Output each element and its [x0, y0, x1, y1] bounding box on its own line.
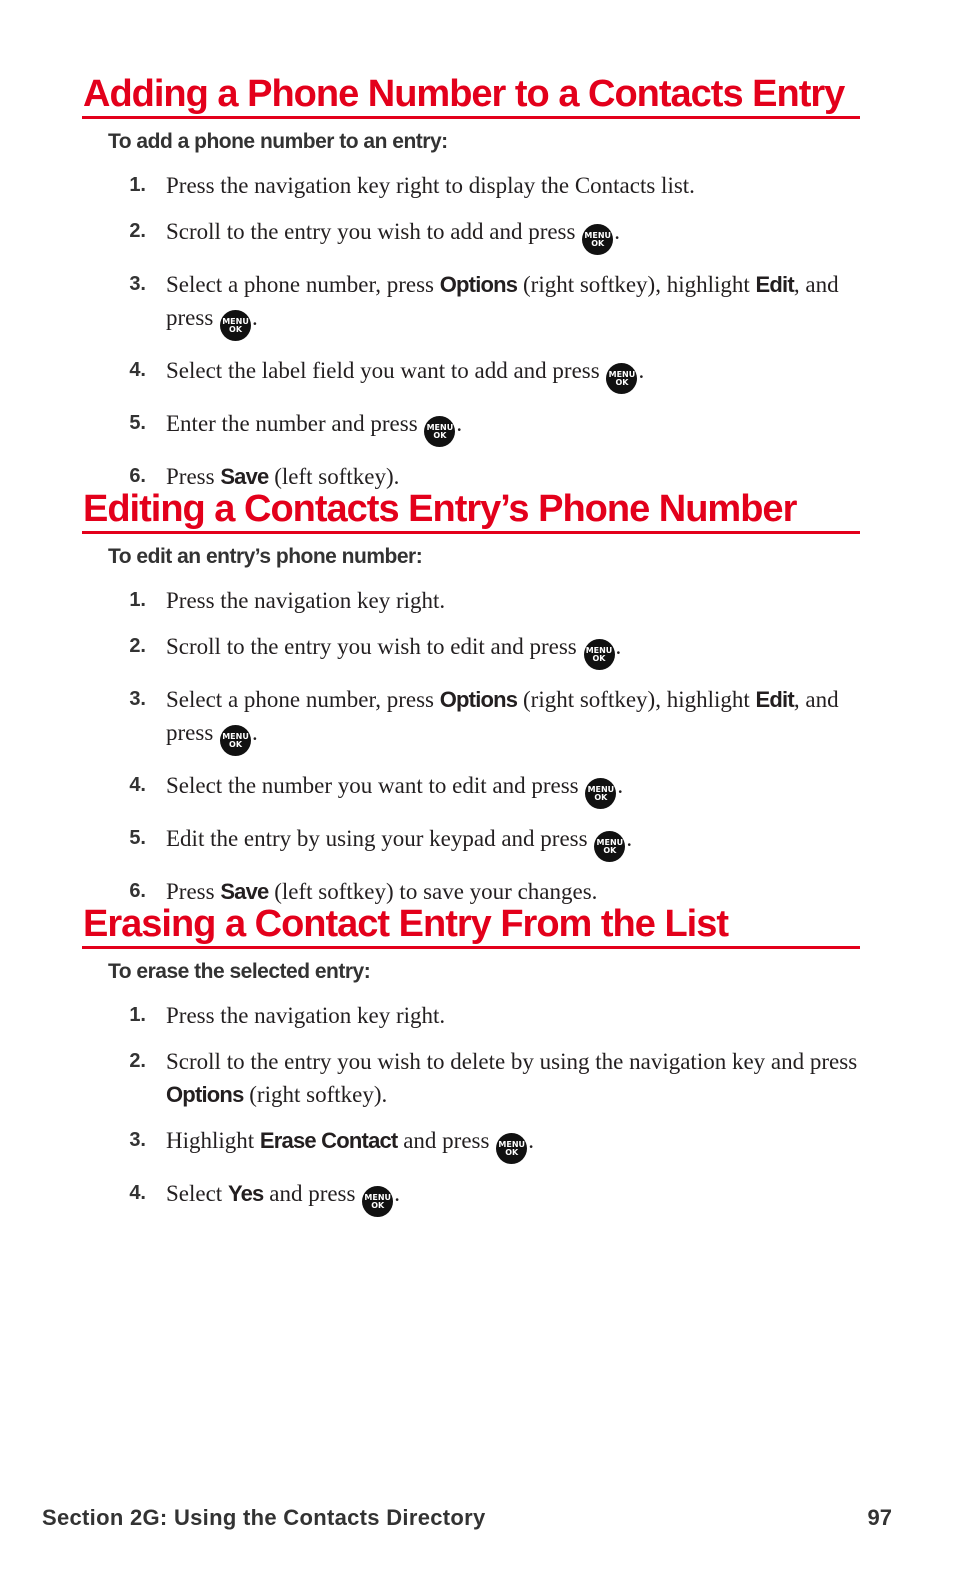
- step-text-run: Scroll to the entry you wish to add and press: [166, 219, 582, 244]
- step-text-run: Edit the entry by using your keypad and press: [166, 826, 594, 851]
- section-erasing-contact: [82, 902, 863, 1230]
- step-text: [166, 407, 860, 447]
- menu-ok-icon-line2: OK: [603, 846, 617, 855]
- menu-ok-icon-line2: OK: [505, 1148, 519, 1157]
- footer-section-label: Section 2G: Using the Contacts Directory: [42, 1505, 486, 1530]
- step-item: [82, 215, 860, 255]
- section-title: Adding a Phone Number to a Contacts Entry: [83, 73, 845, 115]
- softkey-label: Yes: [227, 1181, 264, 1206]
- step-text: [166, 584, 860, 617]
- menu-ok-icon: [424, 416, 455, 447]
- step-text: [166, 354, 860, 394]
- menu-ok-icon: [582, 224, 613, 255]
- step-text-run: Select: [166, 1181, 228, 1206]
- step-text-run: .: [528, 1128, 534, 1153]
- step-text: [166, 769, 860, 809]
- section-intro: To edit an entry’s phone number:: [108, 545, 423, 568]
- menu-ok-icon: [585, 778, 616, 809]
- softkey-label: Options: [439, 687, 518, 712]
- section-title: Erasing a Contact Entry From the List: [83, 903, 728, 945]
- step-number: 5.: [129, 412, 146, 434]
- softkey-label: Erase Contact: [259, 1128, 398, 1153]
- softkey-label: Edit: [755, 272, 794, 297]
- menu-ok-icon: [362, 1186, 393, 1217]
- step-list: [82, 169, 860, 493]
- step-text: [166, 683, 860, 756]
- step-text-run: Select the number you want to edit and press: [166, 773, 585, 798]
- softkey-label: Save: [220, 879, 269, 904]
- step-number: 6.: [129, 880, 146, 902]
- step-number: 2.: [129, 1050, 146, 1072]
- menu-ok-icon-line2: OK: [371, 1201, 385, 1210]
- menu-ok-icon: [220, 725, 251, 756]
- menu-ok-icon-line2: OK: [229, 325, 243, 334]
- step-list: [82, 999, 863, 1217]
- step-number: 6.: [129, 465, 146, 487]
- menu-ok-icon: [594, 831, 625, 862]
- step-item: [82, 1124, 860, 1164]
- step-item: [82, 268, 860, 341]
- step-item: [82, 683, 860, 756]
- step-number: 1.: [129, 1004, 146, 1026]
- step-text-run: Scroll to the entry you wish to edit and press: [166, 634, 583, 659]
- step-text: [166, 215, 860, 255]
- step-number: 2.: [129, 220, 146, 242]
- step-text-run: .: [617, 773, 624, 798]
- step-text-run: and press: [397, 1128, 496, 1153]
- menu-ok-icon-line1: MENU: [587, 785, 615, 794]
- menu-ok-icon-line1: MENU: [222, 732, 249, 741]
- step-item: [82, 169, 860, 202]
- step-item: [82, 407, 860, 447]
- step-text-run: .: [252, 720, 258, 745]
- section-rule: [82, 946, 860, 949]
- section-adding-phone-number: [82, 72, 860, 506]
- step-number: 1.: [129, 174, 146, 196]
- step-text-run: , and press: [166, 272, 845, 330]
- footer-page-number: 97: [867, 1505, 892, 1530]
- menu-ok-icon: [220, 310, 251, 341]
- menu-ok-icon-line2: OK: [433, 431, 447, 440]
- section-rule: [82, 116, 860, 119]
- menu-ok-icon-line1: MENU: [596, 838, 624, 847]
- softkey-label: Options: [166, 1082, 244, 1107]
- menu-ok-icon-line1: MENU: [498, 1140, 526, 1149]
- softkey-label: Edit: [755, 687, 794, 712]
- step-text-run: Press: [166, 464, 221, 489]
- menu-ok-icon-line2: OK: [591, 239, 605, 248]
- step-text-run: .: [614, 219, 620, 244]
- step-item: [82, 999, 860, 1032]
- step-text-run: (left softkey) to save your changes.: [268, 879, 598, 904]
- step-text: [166, 822, 860, 862]
- step-item: [82, 354, 860, 394]
- step-text-run: .: [394, 1181, 400, 1206]
- menu-ok-icon-line1: MENU: [222, 317, 249, 326]
- menu-ok-icon: [496, 1133, 527, 1164]
- step-number: 5.: [129, 827, 146, 849]
- menu-ok-icon-line2: OK: [229, 740, 243, 749]
- step-number: 3.: [129, 273, 146, 295]
- step-text-run: .: [638, 358, 645, 383]
- menu-ok-icon-line1: MENU: [584, 231, 612, 240]
- section-title: Editing a Contacts Entry’s Phone Number: [83, 488, 797, 530]
- step-text: [166, 1045, 863, 1111]
- step-text-run: Press the navigation key right.: [166, 1003, 446, 1028]
- menu-ok-icon: [606, 363, 637, 394]
- section-editing-phone-number: [82, 487, 860, 921]
- step-text-run: Select a phone number, press: [166, 687, 440, 712]
- step-list: [82, 584, 860, 908]
- step-item: [82, 769, 860, 809]
- step-text-run: Enter the number and press: [166, 411, 424, 436]
- step-text: [166, 268, 860, 341]
- step-number: 2.: [129, 635, 146, 657]
- step-text: [166, 169, 860, 202]
- menu-ok-icon: [584, 639, 615, 670]
- step-number: 4.: [129, 1182, 146, 1204]
- step-number: 4.: [129, 359, 146, 381]
- step-text-run: Scroll to the entry you wish to delete by using the navigation key and press: [166, 1049, 863, 1074]
- step-text-run: .: [252, 305, 258, 330]
- step-text: [166, 999, 860, 1032]
- step-text: [166, 1177, 860, 1217]
- step-text-run: Press the navigation key right to display the Contacts list.: [166, 173, 695, 198]
- step-text-run: Select the label field you want to add and press: [166, 358, 606, 383]
- step-text: [166, 1124, 860, 1164]
- menu-ok-icon-line1: MENU: [585, 646, 613, 655]
- section-rule: [82, 531, 860, 534]
- step-text-run: (right softkey), highlight: [517, 272, 756, 297]
- step-item: [82, 1045, 863, 1111]
- step-text-run: .: [626, 826, 633, 851]
- step-text-run: Select a phone number, press: [166, 272, 440, 297]
- step-text-run: (left softkey).: [268, 464, 400, 489]
- softkey-label: Options: [439, 272, 518, 297]
- step-text-run: and press: [263, 1181, 362, 1206]
- menu-ok-icon-line1: MENU: [426, 423, 454, 432]
- step-text: [166, 630, 860, 670]
- step-text-run: , and press: [166, 687, 845, 745]
- step-text-run: .: [615, 634, 622, 659]
- step-item: [82, 630, 860, 670]
- step-text-run: (right softkey), highlight: [517, 687, 756, 712]
- step-number: 3.: [129, 1129, 146, 1151]
- step-item: [82, 822, 860, 862]
- step-text-run: (right softkey).: [243, 1082, 388, 1107]
- step-number: 1.: [129, 589, 146, 611]
- section-intro: To add a phone number to an entry:: [108, 130, 448, 153]
- menu-ok-icon-line2: OK: [594, 793, 608, 802]
- step-text-run: .: [456, 411, 463, 436]
- step-number: 3.: [129, 688, 146, 710]
- softkey-label: Save: [220, 464, 269, 489]
- step-item: [82, 1177, 860, 1217]
- menu-ok-icon-line2: OK: [615, 378, 629, 387]
- step-number: 4.: [129, 774, 146, 796]
- menu-ok-icon-line1: MENU: [364, 1193, 392, 1202]
- step-text-run: Press the navigation key right.: [166, 588, 446, 613]
- step-item: [82, 584, 860, 617]
- step-text-run: Press: [166, 879, 221, 904]
- menu-ok-icon-line2: OK: [592, 654, 606, 663]
- menu-ok-icon-line1: MENU: [608, 370, 636, 379]
- section-intro: To erase the selected entry:: [108, 960, 371, 983]
- step-text-run: Highlight: [166, 1128, 260, 1153]
